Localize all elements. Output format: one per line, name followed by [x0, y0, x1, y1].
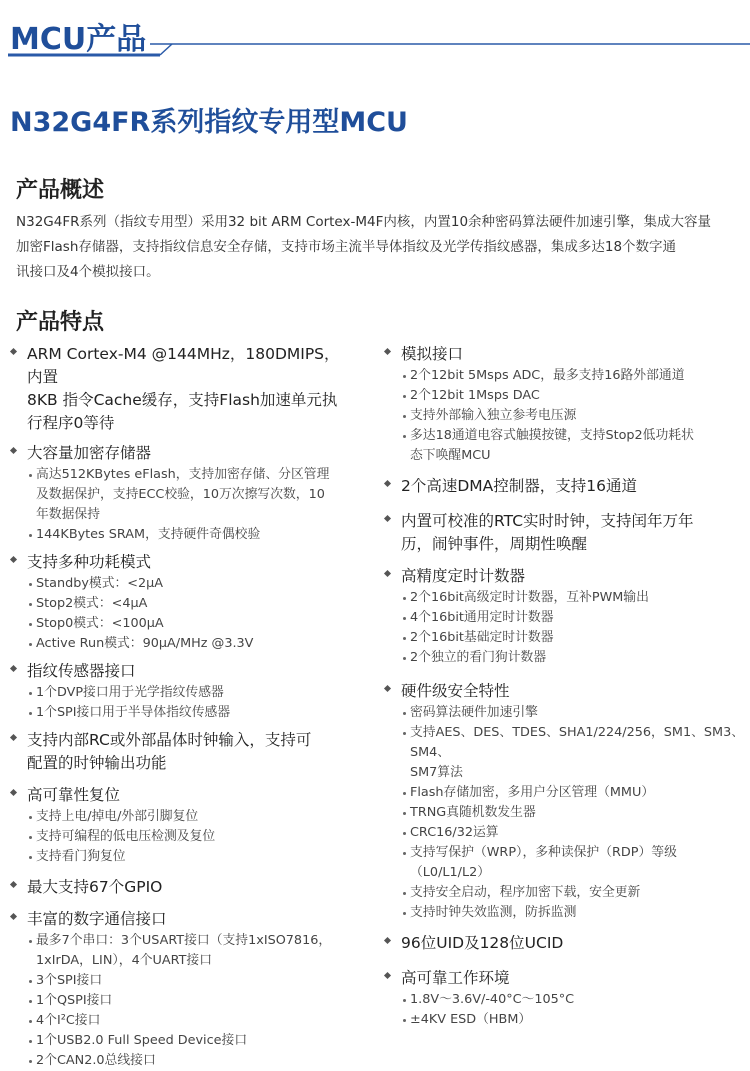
feature-subitem — [401, 883, 747, 903]
diamond-bullet-icon — [10, 734, 17, 741]
feature-subitem — [27, 847, 353, 867]
feature-subitem — [27, 634, 353, 654]
subitem-line: 1个DVP接口用于光学指纹传感器 — [36, 685, 224, 700]
feature-item — [8, 784, 353, 867]
subitem-line: 态下唤醒MCU — [410, 448, 491, 463]
diamond-bullet-icon — [384, 937, 391, 944]
dot-bullet-icon — [403, 792, 406, 795]
feature-title: 历，闹钟事件，周期性唤醒 — [401, 535, 588, 553]
subitem-line: 2个独立的看门狗计数器 — [410, 650, 547, 665]
feature-subitem — [401, 648, 747, 668]
dot-bullet-icon — [29, 692, 32, 695]
dot-bullet-icon — [29, 1040, 32, 1043]
features-left-column — [8, 343, 353, 1071]
feature-title: 模拟接口 — [401, 345, 464, 363]
overview-heading: 产品概述 — [16, 178, 105, 203]
dot-bullet-icon — [29, 1060, 32, 1063]
overview-line: N32G4FR系列（指纹专用型）采用32 bit ARM Cortex-M4F内核，内置10余种密码算法硬件加速引擎，集成大容量 — [16, 214, 712, 230]
feature-subitem — [401, 903, 747, 923]
feature-subitem — [27, 1051, 353, 1071]
feature-item — [382, 565, 747, 668]
feature-item — [8, 908, 353, 1071]
feature-subitem — [401, 783, 747, 803]
dot-bullet-icon — [29, 623, 32, 626]
diamond-bullet-icon — [10, 447, 17, 454]
overview-line: 讯接口及4个模拟接口。 — [16, 264, 160, 280]
subitem-line: 支持上电/掉电/外部引脚复位 — [36, 809, 199, 824]
subitem-line: 2个16bit基础定时计数器 — [410, 630, 554, 645]
subitem-line: 支持可编程的低电压检测及复位 — [36, 829, 216, 844]
feature-item — [8, 343, 353, 435]
subitem-line: 1个SPI接口用于半导体指纹传感器 — [36, 705, 231, 720]
feature-subitem — [401, 803, 747, 823]
dot-bullet-icon — [403, 657, 406, 660]
feature-subitem — [27, 1011, 353, 1031]
subitem-line: Stop2模式：<4µA — [36, 596, 148, 611]
subitem-line: 2个16bit高级定时计数器，互补PWM输出 — [410, 590, 649, 605]
dot-bullet-icon — [29, 816, 32, 819]
dot-bullet-icon — [403, 415, 406, 418]
subitem-line: Flash存储加密，多用户分区管理（MMU） — [410, 785, 655, 800]
subitem-line: 4个16bit通用定时计数器 — [410, 610, 554, 625]
feature-title: 指纹传感器接口 — [27, 662, 136, 680]
dot-bullet-icon — [403, 1019, 406, 1022]
feature-title: 硬件级安全特性 — [401, 682, 510, 700]
feature-subitem — [27, 683, 353, 703]
feature-subitem — [401, 608, 747, 628]
feature-title: 行程序0等待 — [27, 414, 115, 432]
feature-item — [382, 932, 747, 955]
feature-title: 96位UID及128位UCID — [401, 934, 564, 952]
product-title: N32G4FR系列指纹专用型MCU — [10, 107, 408, 138]
feature-subitem — [401, 366, 747, 386]
subitem-line: 2个12bit 5Msps ADC，最多支持16路外部通道 — [410, 368, 685, 383]
subitem-line: 1xIrDA，LIN），4个UART接口 — [36, 953, 213, 968]
feature-subitem — [401, 406, 747, 426]
subitem-line: CRC16/32运算 — [410, 825, 499, 840]
dot-bullet-icon — [29, 534, 32, 537]
feature-subitem — [401, 723, 747, 783]
features-heading: 产品特点 — [16, 310, 105, 335]
subitem-line: 支持写保护（WRP），多种读保护（RDP）等级（L0/L1/L2） — [410, 845, 677, 880]
feature-item — [8, 876, 353, 899]
dot-bullet-icon — [403, 617, 406, 620]
feature-title: 丰富的数字通信接口 — [27, 910, 167, 928]
feature-subitem — [401, 703, 747, 723]
subitem-line: 高达512KBytes eFlash，支持加密存储、分区管理 — [36, 467, 330, 482]
overview-line: 加密Flash存储器，支持指纹信息安全存储，支持市场主流半导体指纹及光学传指纹感器，集成多达18个数字通 — [16, 239, 677, 255]
dot-bullet-icon — [29, 1020, 32, 1023]
subitem-line: Active Run模式：90µA/MHz @3.3V — [36, 636, 254, 651]
feature-subitem — [27, 971, 353, 991]
feature-subitem — [27, 991, 353, 1011]
diamond-bullet-icon — [10, 556, 17, 563]
feature-item — [382, 967, 747, 1030]
feature-subitem — [401, 588, 747, 608]
diamond-bullet-icon — [384, 570, 391, 577]
feature-title: 大容量加密存储器 — [27, 444, 152, 462]
feature-title: 支持内部RC或外部晶体时钟输入，支持可 — [27, 731, 312, 749]
feature-subitem — [401, 628, 747, 648]
subitem-line: TRNG真随机数发生器 — [410, 805, 536, 820]
feature-subitem — [27, 465, 353, 525]
diamond-bullet-icon — [10, 789, 17, 796]
dot-bullet-icon — [29, 1000, 32, 1003]
subitem-line: 密码算法硬件加速引擎 — [410, 705, 538, 720]
dot-bullet-icon — [403, 832, 406, 835]
feature-subitem — [27, 574, 353, 594]
feature-title: 支持多种功耗模式 — [27, 553, 152, 571]
feature-title: 内置可校准的RTC实时时钟，支持闰年万年 — [401, 512, 694, 530]
subitem-line: 及数据保护，支持ECC校验，10万次擦写次数，10 — [36, 487, 325, 502]
feature-title: ARM Cortex-M4 @144MHz，180DMIPS，内置 — [27, 345, 340, 386]
feature-subitem — [401, 823, 747, 843]
feature-subitem — [401, 386, 747, 406]
feature-item — [8, 729, 353, 775]
subitem-line: 3个SPI接口 — [36, 973, 103, 988]
dot-bullet-icon — [403, 375, 406, 378]
feature-subitem — [401, 1010, 747, 1030]
subitem-line: SM7算法 — [410, 765, 463, 780]
feature-subitem — [27, 827, 353, 847]
feature-item — [8, 442, 353, 545]
feature-title: 高精度定时计数器 — [401, 567, 526, 585]
feature-subitem — [401, 426, 747, 466]
dot-bullet-icon — [403, 852, 406, 855]
diamond-bullet-icon — [10, 913, 17, 920]
subitem-line: 144KBytes SRAM，支持硬件奇偶校验 — [36, 527, 261, 542]
subitem-line: 多达18通道电容式触摸按键，支持Stop2低功耗状 — [410, 428, 694, 443]
feature-subitem — [27, 931, 353, 971]
feature-item — [8, 660, 353, 723]
dot-bullet-icon — [403, 637, 406, 640]
subitem-line: 支持看门狗复位 — [36, 849, 126, 864]
feature-title: 高可靠性复位 — [27, 786, 121, 804]
diamond-bullet-icon — [384, 972, 391, 979]
subitem-line: 支持外部输入独立参考电压源 — [410, 408, 577, 423]
dot-bullet-icon — [29, 980, 32, 983]
feature-title: 最大支持67个GPIO — [27, 878, 163, 896]
subitem-line: Standby模式：<2µA — [36, 576, 164, 591]
diamond-bullet-icon — [384, 685, 391, 692]
feature-subitem — [27, 594, 353, 614]
subitem-line: 2个CAN2.0总线接口 — [36, 1053, 156, 1068]
dot-bullet-icon — [403, 395, 406, 398]
feature-item — [382, 680, 747, 923]
subitem-line: 1个QSPI接口 — [36, 993, 113, 1008]
dot-bullet-icon — [29, 603, 32, 606]
diamond-bullet-icon — [10, 665, 17, 672]
feature-subitem — [27, 1031, 353, 1051]
subitem-line: 支持时钟失效监测，防拆监测 — [410, 905, 577, 920]
dot-bullet-icon — [403, 732, 406, 735]
subitem-line: 年数据保持 — [36, 507, 100, 522]
subitem-line: 1.8V～3.6V/-40°C～105°C — [410, 992, 575, 1007]
subitem-line: Stop0模式：<100µA — [36, 616, 164, 631]
page-header — [0, 0, 750, 70]
subitem-line: 4个I²C接口 — [36, 1013, 101, 1028]
feature-title: 配置的时钟输出功能 — [27, 754, 167, 772]
diamond-bullet-icon — [384, 480, 391, 487]
dot-bullet-icon — [403, 892, 406, 895]
feature-subitem — [27, 525, 353, 545]
diamond-bullet-icon — [10, 881, 17, 888]
dot-bullet-icon — [29, 940, 32, 943]
dot-bullet-icon — [403, 597, 406, 600]
section-title: MCU产品 — [10, 22, 147, 57]
dot-bullet-icon — [403, 435, 406, 438]
dot-bullet-icon — [403, 712, 406, 715]
features-right-column — [382, 343, 747, 1030]
feature-title: 8KB 指令Cache缓存，支持Flash加速单元执 — [27, 391, 338, 409]
dot-bullet-icon — [29, 474, 32, 477]
subitem-line: 支持安全启动，程序加密下载，安全更新 — [410, 885, 641, 900]
overview-text — [16, 210, 716, 285]
feature-subitem — [27, 614, 353, 634]
feature-item — [382, 475, 747, 498]
dot-bullet-icon — [29, 712, 32, 715]
subitem-line: 2个12bit 1Msps DAC — [410, 388, 540, 403]
feature-title: 高可靠工作环境 — [401, 969, 510, 987]
feature-subitem — [27, 807, 353, 827]
diamond-bullet-icon — [10, 348, 17, 355]
feature-subitem — [401, 843, 747, 883]
diamond-bullet-icon — [384, 515, 391, 522]
dot-bullet-icon — [29, 643, 32, 646]
dot-bullet-icon — [403, 912, 406, 915]
subitem-line: 最多7个串口：3个USART接口（支持1xISO7816， — [36, 933, 332, 948]
dot-bullet-icon — [29, 583, 32, 586]
dot-bullet-icon — [403, 999, 406, 1002]
feature-item — [382, 510, 747, 556]
feature-title: 2个高速DMA控制器，支持16通道 — [401, 477, 637, 495]
feature-item — [382, 343, 747, 466]
diamond-bullet-icon — [384, 348, 391, 355]
feature-item — [8, 551, 353, 654]
feature-subitem — [401, 990, 747, 1010]
dot-bullet-icon — [29, 836, 32, 839]
subitem-line: ±4KV ESD（HBM） — [410, 1012, 532, 1027]
subitem-line: 支持AES、DES、TDES、SHA1/224/256，SM1、SM3、SM4、 — [410, 725, 745, 760]
dot-bullet-icon — [403, 812, 406, 815]
dot-bullet-icon — [29, 856, 32, 859]
subitem-line: 1个USB2.0 Full Speed Device接口 — [36, 1033, 248, 1048]
feature-subitem — [27, 703, 353, 723]
